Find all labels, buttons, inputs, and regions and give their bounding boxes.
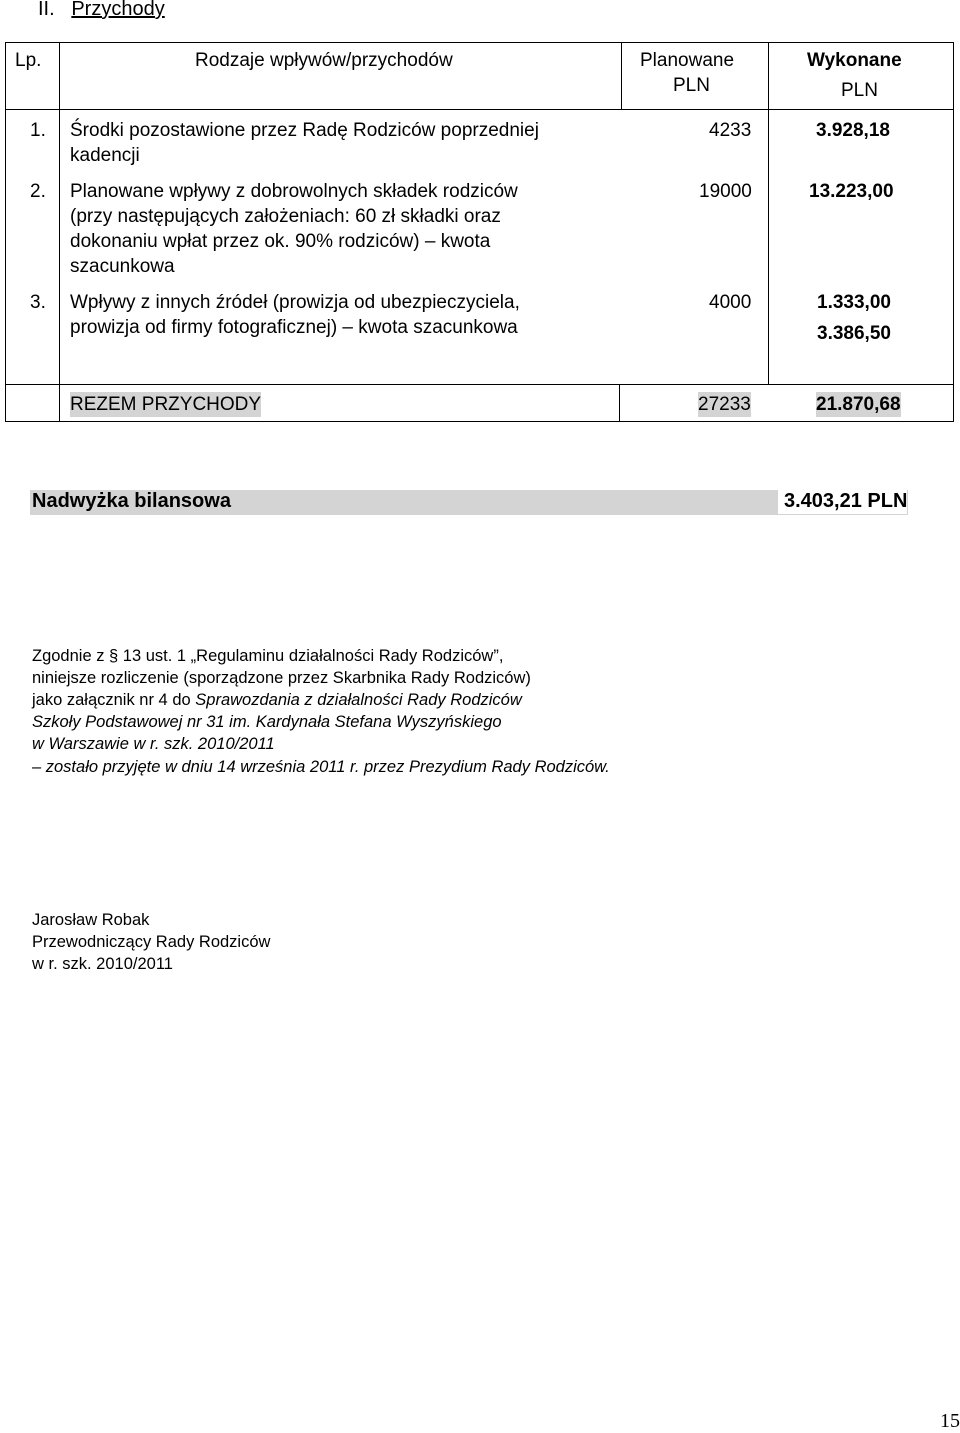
planned-divider [768, 43, 769, 384]
header-done: Wykonane [807, 50, 902, 71]
lp-divider [59, 43, 60, 421]
row-2-lp: 2. [30, 181, 46, 202]
row-1-line-2: kadencji [70, 145, 140, 166]
row-1-line-1: Środki pozostawione przez Radę Rodziców poprzedniej [70, 120, 539, 141]
row-1-description [70, 118, 539, 168]
row-2-line-4: szacunkowa [70, 256, 175, 277]
row-3-lp: 3. [30, 292, 46, 313]
row-3-done-1: 1.333,00 [817, 292, 891, 313]
row-3-planned: 4000 [709, 292, 752, 313]
section-number: II. [38, 0, 55, 20]
row-2-line-1: Planowane wpływy z dobrowolnych składek rodziców [70, 181, 518, 202]
row-1-done: 3.928,18 [816, 120, 890, 141]
row-2-line-2: (przy następujących założeniach: 60 zł składki oraz [70, 206, 501, 227]
row-1-planned: 4233 [709, 120, 752, 141]
note-line-3 [32, 689, 522, 711]
row-3-line-2: prowizja od firmy fotograficznej) – kwota szacunkowa [70, 317, 518, 338]
total-divider [6, 384, 953, 385]
section-name: Przychody [71, 0, 165, 20]
total-planned: 27233 [698, 394, 751, 415]
row-3-done-2: 3.386,50 [817, 323, 891, 344]
page-number: 15 [940, 1410, 960, 1432]
header-planned: Planowane [640, 50, 735, 71]
row-3-line-1: Wpływy z innych źródeł (prowizja od ubezpieczyciela, [70, 292, 520, 313]
note-line-6: – zostało przyjęte w dniu 14 września 2011 r. przez Prezydium Rady Rodziców. [32, 758, 610, 776]
note-line-1: Zgodnie z § 13 ust. 1 „Regulaminu działalności Rady Rodziców”, [32, 647, 504, 665]
row-1-lp: 1. [30, 120, 46, 141]
signature-name: Jarosław Robak [32, 911, 150, 929]
name-divider-header [621, 43, 622, 109]
header-divider [6, 109, 953, 110]
note-line-3-plain: jako załącznik nr 4 do [32, 691, 196, 709]
header-name: Rodzaje wpływów/przychodów [195, 50, 453, 71]
section-title [38, 0, 165, 21]
name-divider-total [619, 384, 620, 421]
note-line-2: niniejsze rozliczenie (sporządzone przez Skarbnika Rady Rodziców) [32, 669, 531, 687]
row-2-planned: 19000 [699, 181, 752, 202]
surplus-value: 3.403,21 PLN [778, 489, 907, 514]
note-line-3-italic: Sprawozdania z działalności Rady Rodziców [195, 691, 522, 709]
header-done-unit: PLN [841, 80, 878, 101]
row-2-done: 13.223,00 [809, 181, 894, 202]
note-line-4: Szkoły Podstawowej nr 31 im. Kardynała Stefana Wyszyńskiego [32, 713, 502, 731]
signature-term: w r. szk. 2010/2011 [32, 955, 173, 973]
row-3-description [70, 290, 520, 340]
total-label: REZEM PRZYCHODY [70, 394, 262, 415]
row-2-description [70, 179, 518, 279]
signature-role: Przewodniczący Rady Rodziców [32, 933, 271, 951]
row-2-line-3: dokonaniu wpłat przez ok. 90% rodziców) – kwota [70, 231, 491, 252]
header-planned-unit: PLN [673, 75, 710, 96]
note-line-5: w Warszawie w r. szk. 2010/2011 [32, 735, 275, 753]
income-table [5, 42, 954, 422]
header-lp: Lp. [15, 50, 42, 71]
surplus-label: Nadwyżka bilansowa [32, 490, 231, 512]
total-done: 21.870,68 [816, 394, 901, 415]
